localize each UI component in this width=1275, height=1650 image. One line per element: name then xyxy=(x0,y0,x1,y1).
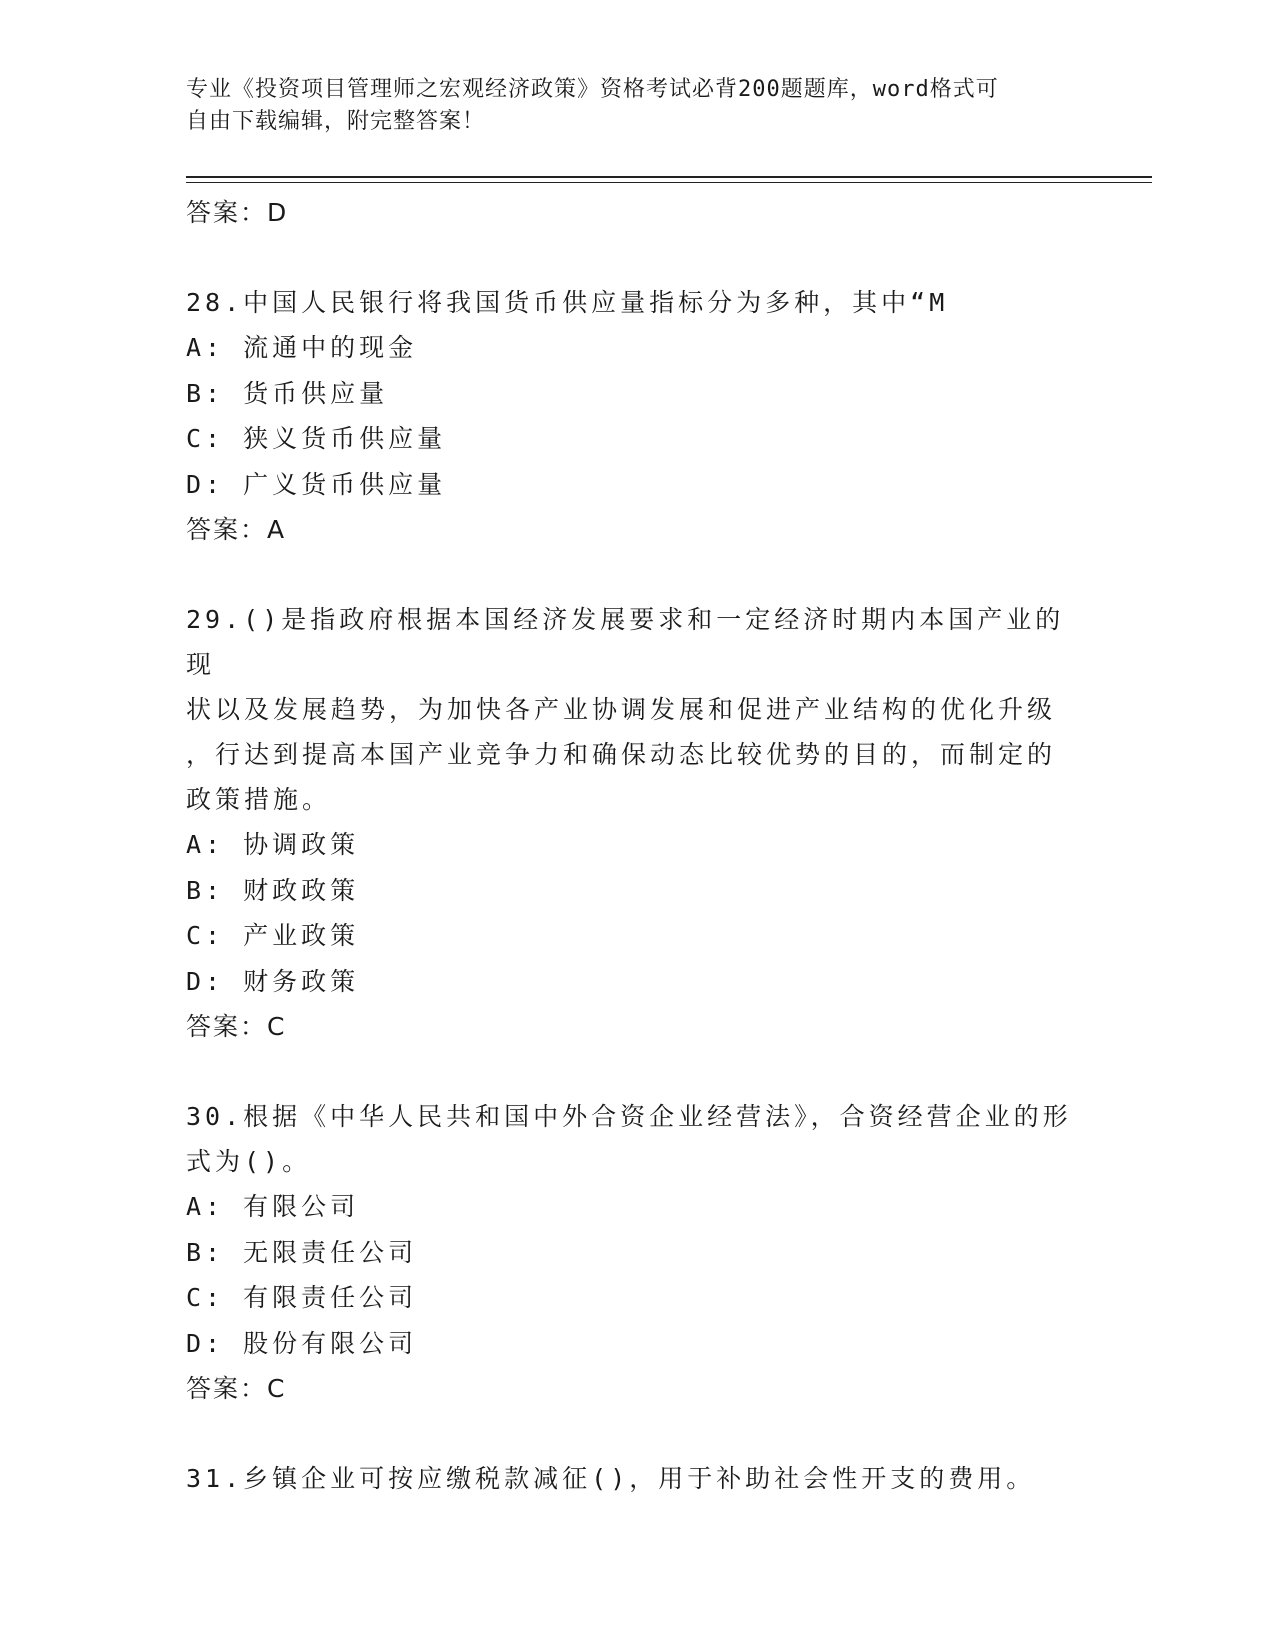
answer-line: 答案：D xyxy=(186,198,289,227)
header-divider xyxy=(186,176,1152,178)
option-a: A: 协调政策 xyxy=(186,830,360,859)
option-c: C: 有限责任公司 xyxy=(186,1283,418,1312)
option-a: A: 有限公司 xyxy=(186,1192,360,1221)
spacer xyxy=(186,1412,1086,1456)
question-text: 状以及发展趋势，为加快各产业协调发展和促进产业结构的优化升级 xyxy=(186,695,1057,724)
question-block xyxy=(186,597,1086,1050)
question-text: ，行达到提高本国产业竞争力和确保动态比较优势的目的，而制定的 xyxy=(186,740,1057,769)
question-text: 29.()是指政府根据本国经济发展要求和一定经济时期内本国产业的现 xyxy=(186,605,1065,679)
question-text: 式为()。 xyxy=(186,1147,312,1176)
option-a: A: 流通中的现金 xyxy=(186,333,418,362)
option-b: B: 财政政策 xyxy=(186,875,360,905)
option-b: B: 货币供应量 xyxy=(186,378,389,408)
header-line: 自由下载编辑，附完整答案！ xyxy=(186,109,486,134)
question-text: 政策措施。 xyxy=(186,785,332,814)
document-body xyxy=(186,190,1086,1501)
header-line: 专业《投资项目管理师之宏观经济政策》资格考试必背200题题库，word格式可 xyxy=(186,77,999,102)
header-divider xyxy=(186,182,1152,183)
page-header xyxy=(186,74,1066,138)
question-text: 31.乡镇企业可按应缴税款减征()，用于补助社会性开支的费用。 xyxy=(186,1464,1036,1493)
question-block xyxy=(186,1456,1086,1501)
option-d: D: 广义货币供应量 xyxy=(186,469,447,499)
question-block xyxy=(186,280,1086,553)
spacer xyxy=(186,1050,1086,1094)
spacer xyxy=(186,553,1086,597)
option-d: D: 股份有限公司 xyxy=(186,1328,418,1358)
question-text: 30.根据《中华人民共和国中外合资企业经营法》，合资经营企业的形 xyxy=(186,1102,1072,1131)
answer-line: 答案：C xyxy=(186,1374,287,1403)
option-c: C: 狭义货币供应量 xyxy=(186,424,447,453)
option-c: C: 产业政策 xyxy=(186,921,360,950)
spacer xyxy=(186,236,1086,280)
question-text: 28.中国人民银行将我国货币供应量指标分为多种，其中“M xyxy=(186,288,949,317)
option-b: B: 无限责任公司 xyxy=(186,1237,418,1267)
answer-line: 答案：A xyxy=(186,515,287,544)
option-d: D: 财务政策 xyxy=(186,966,360,996)
answer-line: 答案：C xyxy=(186,1012,287,1041)
question-block xyxy=(186,1094,1086,1412)
